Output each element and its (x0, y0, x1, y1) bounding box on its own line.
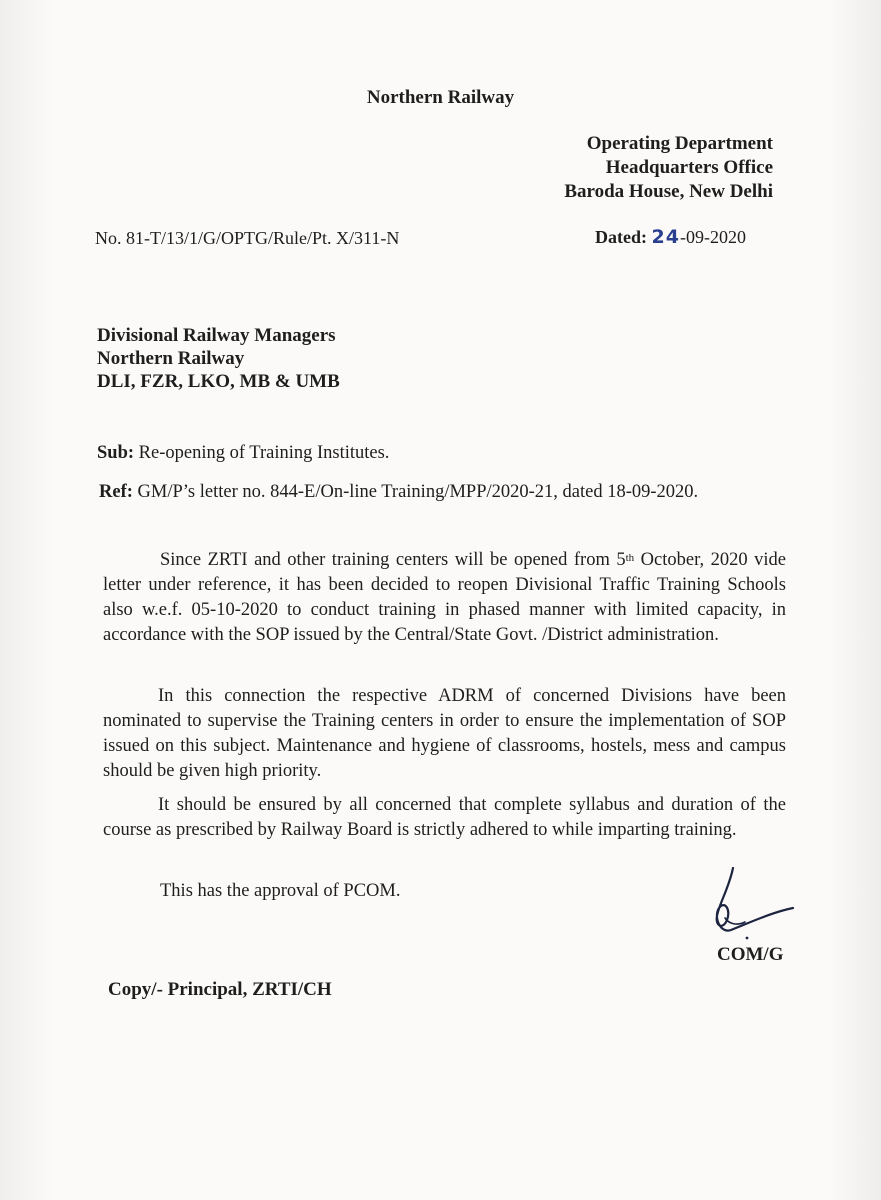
dept-line: Operating Department (586, 133, 773, 154)
body-paragraph-3: It should be ensured by all concerned that complete syllabus and duration of the course as prescribed by Railway Board is strictly adhered to while imparting training. (103, 795, 786, 840)
subject-line (97, 443, 389, 464)
dated-label: Dated: (595, 227, 647, 247)
body-paragraph-2: In this connection the respective ADRM of concerned Divisions have been nominated to supervise the Training centers in order to ensure the implementation of SOP issued on this subject. Maintenance and hygiene of classrooms, hostels, mess and campus should be given high priority. (103, 686, 786, 781)
addressee-block (97, 324, 340, 393)
org-title: Northern Railway (366, 87, 515, 108)
p1-text-b: October, 2020 vide letter under reference, it has been decided to reopen Divisional Traffic Training Schools also w.e.f. 05-10-2020 to conduct training in phased manner with limited capacity, in accordance with the SOP issued by the Central/State Govt. /District administration. (103, 550, 786, 645)
dated-day-handwritten: 24 (651, 226, 680, 248)
dept-line: Baroda House, New Delhi (564, 181, 773, 202)
subject-text: Re-opening of Training Institutes. (138, 443, 390, 463)
reference-line (99, 482, 698, 503)
copy-to: Copy/- Principal, ZRTI/CH (108, 979, 332, 1000)
reference-text: GM/P’s letter no. 844-E/On-line Training/MPP/2020-21, dated 18-09-2020. (137, 482, 699, 502)
approval-line: This has the approval of PCOM. (160, 881, 401, 901)
letter-number: No. 81-T/13/1/G/OPTG/Rule/Pt. X/311-N (95, 228, 400, 248)
letter-date (595, 226, 746, 248)
addressee-line: Divisional Railway Managers (97, 325, 336, 346)
dated-rest: -09-2020 (679, 227, 746, 247)
p1-superscript: th (625, 552, 635, 564)
department-block (564, 132, 773, 204)
reference-label: Ref: (99, 482, 133, 502)
signatory-designation: COM/G (717, 944, 784, 965)
addressee-line: Northern Railway (97, 348, 245, 369)
addressee-line: DLI, FZR, LKO, MB & UMB (97, 371, 340, 392)
subject-label: Sub: (97, 443, 135, 463)
dept-line: Headquarters Office (605, 157, 773, 178)
p1-text-a: Since ZRTI and other training centers will be opened from 5 (160, 550, 626, 570)
body-paragraph-1 (103, 548, 786, 648)
